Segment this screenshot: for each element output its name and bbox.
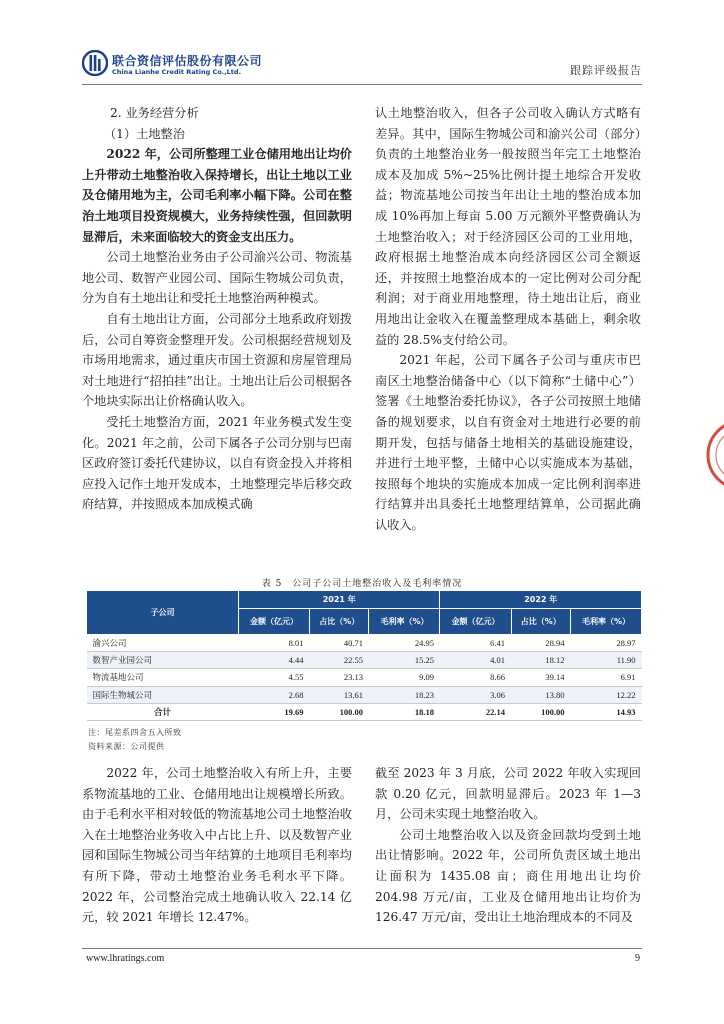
income-margin-table — [86, 590, 642, 721]
page-header — [82, 48, 642, 84]
total-label-cell: 合计 — [87, 703, 239, 720]
value-cell: 100.00 — [511, 703, 570, 720]
value-cell: 18.12 — [511, 652, 570, 669]
value-cell: 24.95 — [369, 635, 440, 652]
paragraph: 受托土地整治方面，2021 年业务模式发生变化。2021 年之前，公司下属各子公司分别与巴南区政府签订委托代建协议，以自有资金投入并将相应投入记作土地开发成本，土地整理完毕后移交政府结算，并按照成本加成模式确 — [82, 414, 352, 512]
value-cell: 4.01 — [440, 652, 511, 669]
value-cell: 14.93 — [570, 703, 641, 720]
value-cell: 39.14 — [511, 669, 570, 686]
report-type: 跟踪评级报告 — [570, 64, 642, 77]
footer-website-link[interactable]: www.lhratings.com — [86, 953, 165, 964]
value-cell: 9.09 — [369, 669, 440, 686]
table-row — [87, 652, 642, 669]
lianhe-logo-icon — [82, 50, 108, 76]
value-cell: 4.55 — [239, 669, 310, 686]
value-cell: 100.00 — [310, 703, 369, 720]
table-row — [87, 686, 642, 703]
company-cell: 国际生物城公司 — [87, 686, 239, 703]
paragraph: 2021 年起，公司下属各子公司与重庆市巴南区土地整治储备中心（以下简称“土储中心”）签署《土地整治委托协议》，各子公司按照土地储备的规划要求，以自有资金对土地进行必要的前期开发，包括与储备土地相关的基础设施建设，并进行土地平整，土储中心以实施成本为基础，按照每个地块的实施成本加成一定比例利润率进行结算并出具委托土地整理结算单，公司据此确认收入。 — [375, 353, 641, 532]
company-cell: 数智产业园公司 — [87, 652, 239, 669]
column-header-share: 占比（%） — [511, 609, 570, 635]
value-cell: 23.13 — [310, 669, 369, 686]
subsection-heading: （1）土地整治 — [104, 126, 185, 141]
value-cell: 8.01 — [239, 635, 310, 652]
column-header-share: 占比（%） — [310, 609, 369, 635]
table-total-row — [87, 703, 642, 720]
bottom-left-paragraph: 2022 年，公司土地整治收入有所上升，主要系物流基地的工业、仓储用地出让规模增长所致。由于毛利水平相对较低的物流基地公司土地整治收入在土地整治业务收入中占比上升、以及数智产业园和国际生物城公司当年结算的土地项目毛利率均有所下降，带动土地整治业务毛利水平下降。2022 年，公司整治完成土地确认收入 22.14 亿元，较 2021 年增长 12.47%。 — [82, 766, 352, 925]
section-heading: 2. 业务经营分析 — [110, 106, 199, 120]
left-column — [82, 103, 352, 515]
header-divider — [82, 84, 642, 85]
paragraph: 认土地整治收入，但各子公司收入确认方式略有差异。其中，国际生物城公司和渝兴公司（部分）负责的土地整治业务一般按照当年完工土地整治成本及加成 5%~25%比例计提土地综合开发收益；物流基地公司按当年出让土地的整治成本加成 10%再加上每亩 5.00 万元额外平整费确认为土地整治收入；对于经济园区公司的工业用地，政府根据土地整治成本向经济园区公司全额返还，并按照土地整治成本的一定比例对公司分配利润；对于商业用地整理，待土地出让后，商业用地出让金收入在覆盖整理成本基础上，剩余收益的 28.5%支付给公司。 — [375, 106, 641, 347]
value-cell: 28.94 — [511, 635, 570, 652]
company-cell: 物流基地公司 — [87, 669, 239, 686]
column-header-company: 子公司 — [87, 591, 239, 635]
table-row — [87, 635, 642, 652]
value-cell: 22.55 — [310, 652, 369, 669]
column-header-year-2021: 2021 年 — [239, 591, 440, 609]
value-cell: 18.23 — [369, 686, 440, 703]
paragraph: 公司土地整治收入以及资金回款均受到土地出让情影响。2022 年，公司所负责区域土地出让面积为 1435.08 亩；商住用地出让均价 204.98 万元/亩，工业及仓储用地出让均价为 126.47 万元/亩，受出让土地治理成本的不同及 — [375, 827, 641, 925]
column-header-year-2022: 2022 年 — [440, 591, 642, 609]
value-cell: 15.25 — [369, 652, 440, 669]
value-cell: 2.68 — [239, 686, 310, 703]
company-name-cn: 联合资信评估股份有限公司 — [112, 54, 263, 68]
company-name-en: China Lianhe Credit Rating Co.,Ltd. — [112, 68, 242, 76]
column-header-amount: 金额（亿元） — [239, 609, 310, 635]
value-cell: 4.44 — [239, 652, 310, 669]
right-column — [375, 103, 641, 535]
value-cell: 13.80 — [511, 686, 570, 703]
column-header-margin: 毛利率（%） — [570, 609, 641, 635]
table-note: 注：尾差系四舍五入所致 — [88, 728, 182, 737]
value-cell: 6.41 — [440, 635, 511, 652]
footer-divider — [82, 948, 642, 949]
company-cell: 渝兴公司 — [87, 635, 239, 652]
bottom-right-column — [375, 763, 641, 928]
value-cell: 19.69 — [239, 703, 310, 720]
value-cell: 3.06 — [440, 686, 511, 703]
value-cell: 11.90 — [570, 652, 641, 669]
table-source: 资料来源：公司提供 — [88, 742, 165, 751]
value-cell: 6.91 — [570, 669, 641, 686]
seal-fragment-icon — [702, 420, 724, 490]
table-title: 表 5 公司子公司土地整治收入及毛利率情况 — [261, 579, 463, 589]
paragraph: 自有土地出让方面，公司部分土地系政府划拨后，公司自筹资金整理开发。公司根据经营规划及市场用地需求，通过重庆市国土资源和房屋管理局对土地进行“招拍挂”出让。土地出让后公司根据各个地块实际出让价格确认收入。 — [82, 311, 352, 409]
paragraph: 截至 2023 年 3 月底，公司 2022 年收入实现回款 0.20 亿元，回款明显滞后。2023 年 1—3 月，公司未实现土地整治收入。 — [375, 766, 641, 822]
value-cell: 22.14 — [440, 703, 511, 720]
column-header-margin: 毛利率（%） — [369, 609, 440, 635]
value-cell: 12.22 — [570, 686, 641, 703]
table-row — [87, 669, 642, 686]
paragraph: 公司土地整治业务由子公司渝兴公司、物流基地公司、数智产业园公司、国际生物城公司负责，分为自有土地出让和受托土地整治两种模式。 — [82, 250, 352, 306]
value-cell: 28.97 — [570, 635, 641, 652]
value-cell: 13.61 — [310, 686, 369, 703]
column-header-amount: 金额（亿元） — [440, 609, 511, 635]
value-cell: 8.66 — [440, 669, 511, 686]
value-cell: 40.71 — [310, 635, 369, 652]
summary-paragraph: 2022 年，公司所整理工业仓储用地出让均价上升带动土地整治收入保持增长，出让土地以工业及仓储用地为主，公司毛利率小幅下降。公司在整治土地项目投资规模大，业务持续性强，但回款明显滞后，未来面临较大的资金支出压力。 — [82, 147, 352, 244]
page-number: 9 — [635, 953, 640, 964]
value-cell: 18.18 — [369, 703, 440, 720]
